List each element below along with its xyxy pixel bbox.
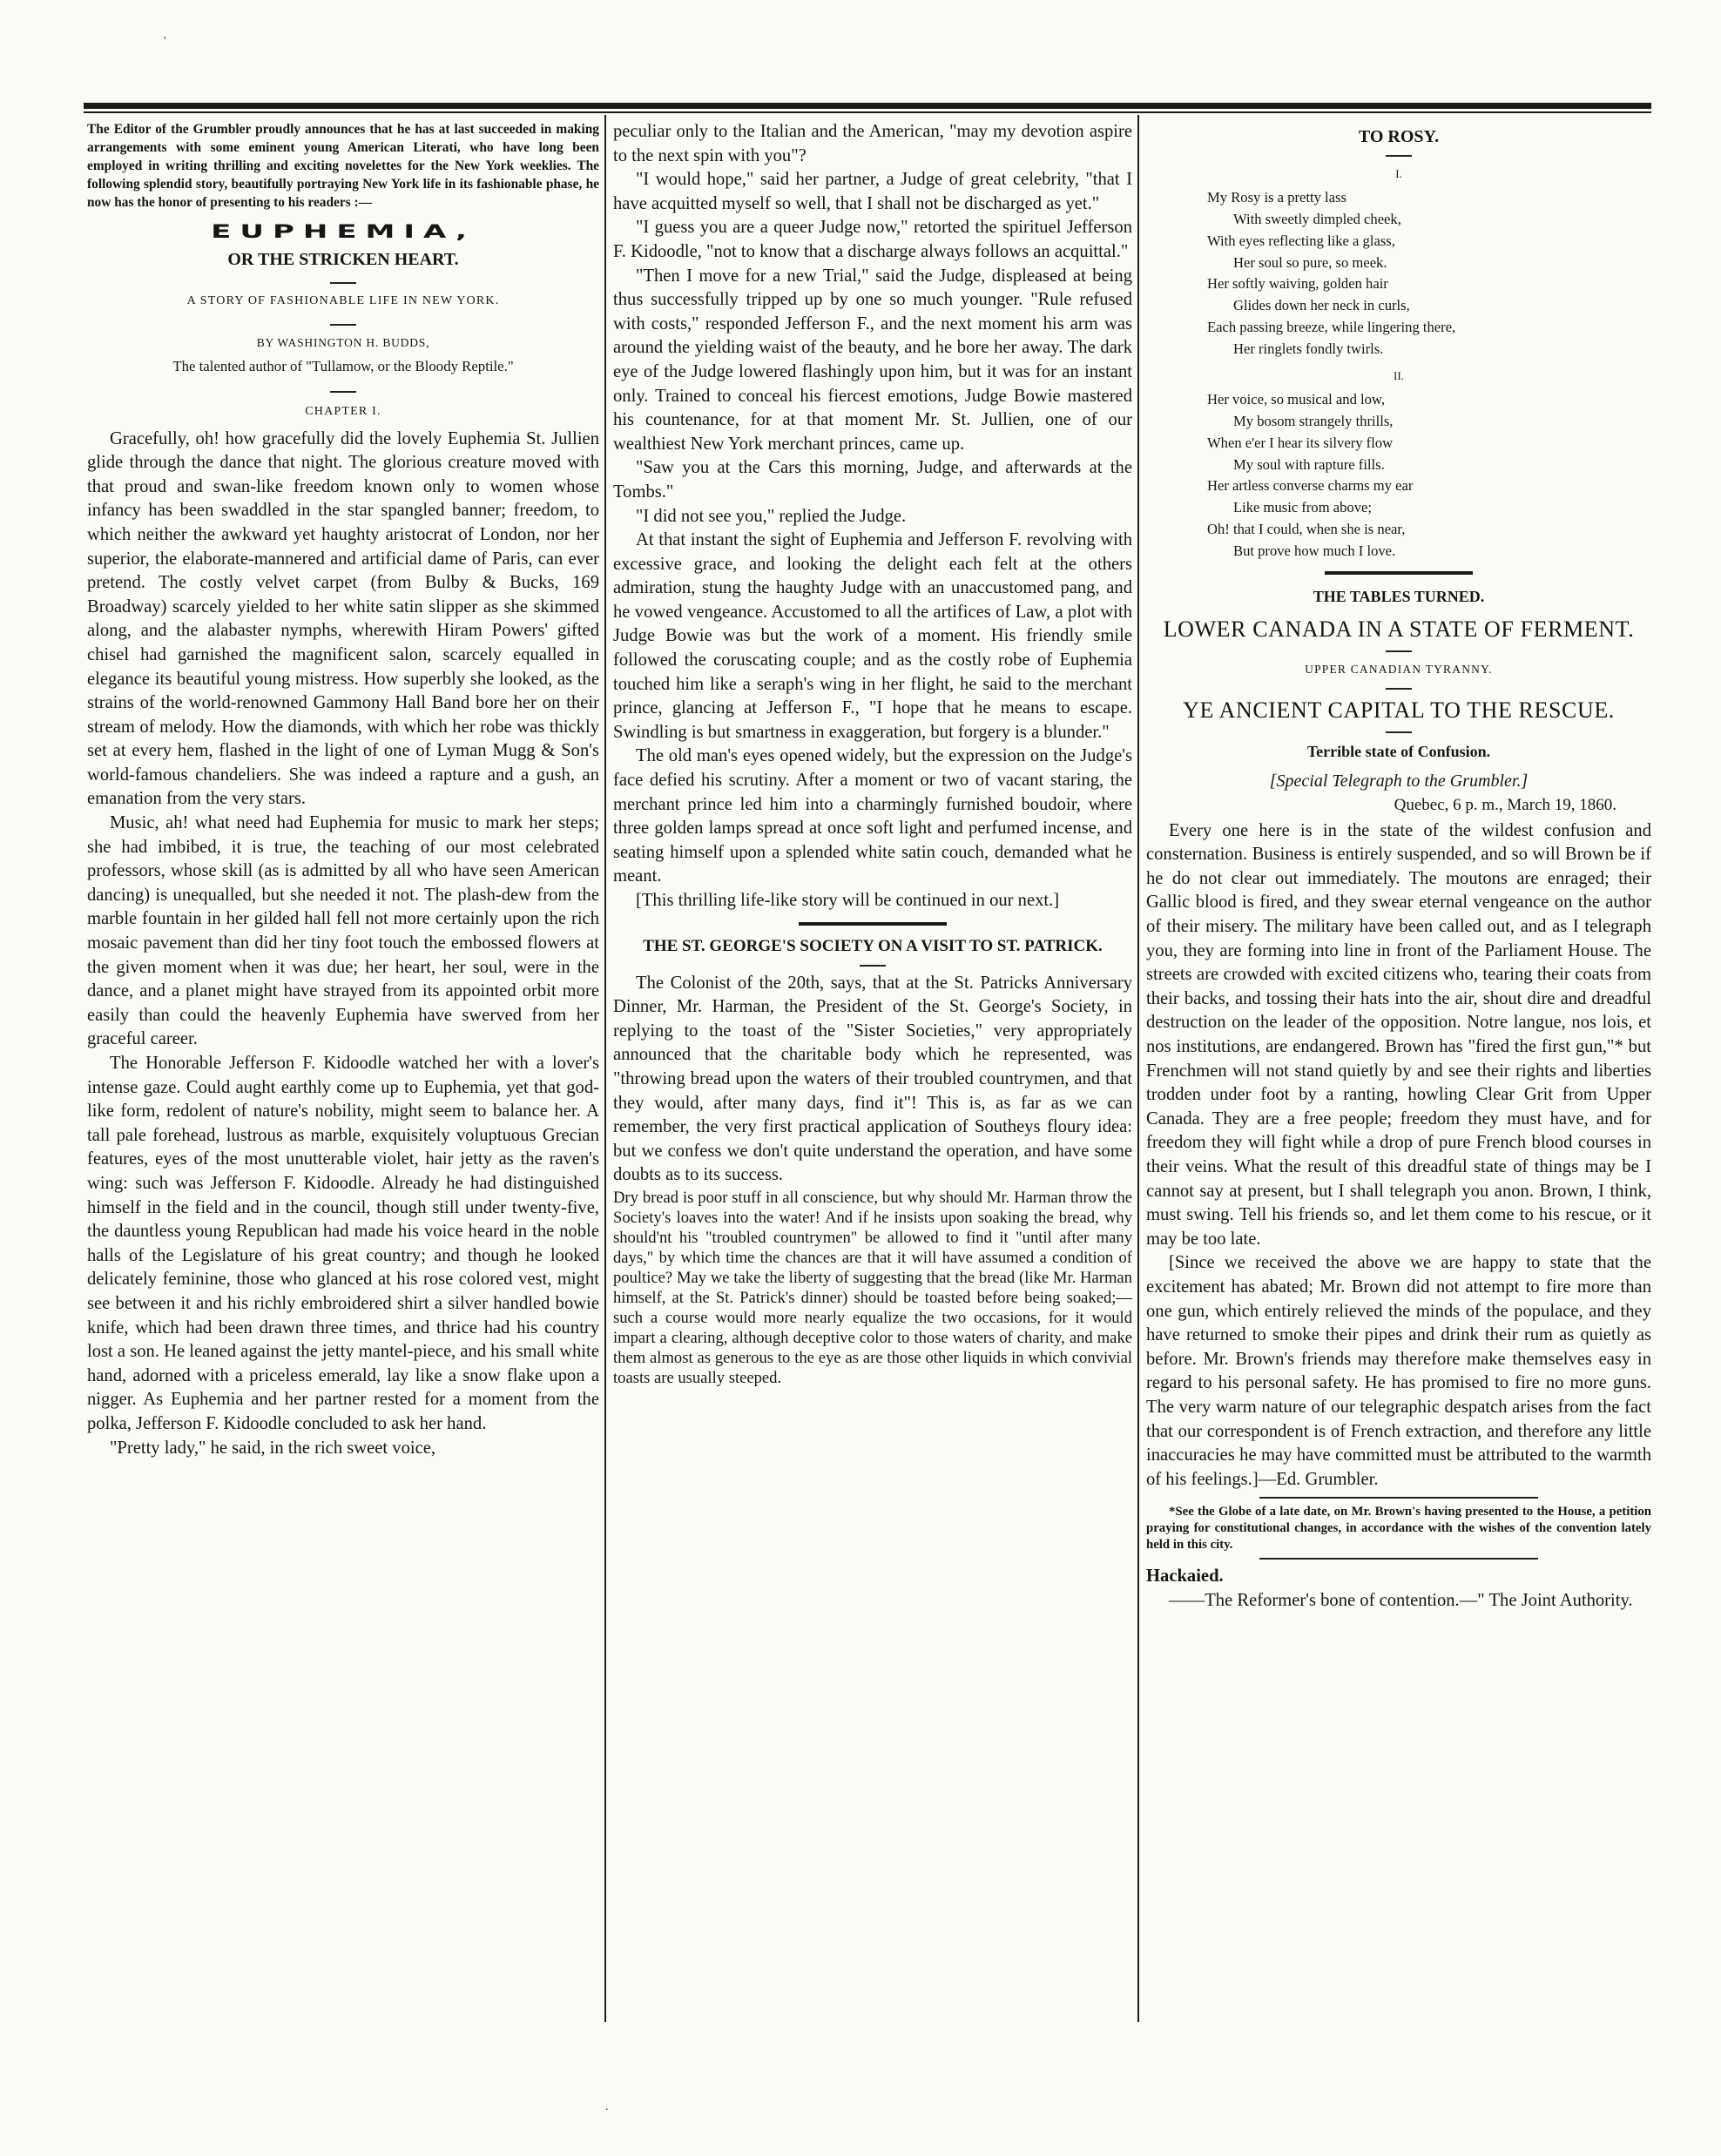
- poem-line: Her ringlets fondly twirls.: [1233, 340, 1384, 357]
- subhead-confusion: Terrible state of Confusion.: [1306, 742, 1491, 760]
- article-paragraph: Every one here is in the state of the wildest confusion and consternation. Business is entirely suspended, and so will Brown be if he do not clear out immediately. The moutons are enraged; their Gallic blood is fired, and they swear eternal vengeance on the author of their misery. The military have been called out, and as I telegraph you, they are forming into line in front of the Parliament House. The streets are crowded with excited citizens who, tearing their coats from their backs, and tossing their hats into the air, shout dire and dreadful destruction on the leader of the opposition. Notre langue, nos lois, et nos institutions, are endangered. Brown has "fired the first gun,"* but Frenchmen will not stand quietly by and see their rights and liberties trodden under foot by a ranting, howling Clear Grit from Upper Canada. They are a free people; freedom they must have, and for freedom they will fight while a drop of pure French blood courses in their veins. What the result of this dreadful state of things may be I cannot say at present, but I shall telegraph you anon. Brown, I think, must swing. Tell his friends so, and let them come to his rescue, or it may be too late.: [1146, 820, 1651, 1249]
- story-tagline: A STORY OF FASHIONABLE LIFE IN NEW YORK.: [186, 294, 500, 308]
- story-paragraph: "Then I move for a new Trial," said the Judge, displeased at being thus successfully tripped up by one so much younger. "Rule refused with costs," responded Jefferson F., and the next moment his arm was around the yielding waist of the beauty, and he bore her away. The dark eye of the Judge lowered flashingly upon him, but it was for an instant only. Trained to conceal his fiercest emotions, Judge Bowie mastered his countenance, for at that moment Mr. St. Jullien, one of our wealthiest New York merchant princes, came up.: [613, 266, 1132, 454]
- story-masthead: EUPHEMIA,: [211, 220, 476, 243]
- chapter-heading: CHAPTER I.: [305, 404, 381, 418]
- poem-line: Like music from above;: [1233, 499, 1372, 516]
- divider: [1386, 650, 1412, 652]
- poem-line: Her artless converse charms my ear: [1207, 477, 1414, 495]
- story-paragraph: The old man's eyes opened widely, but the expression on the Judge's face defied his scrutiny. After a moment or two of vacant staring, the merchant prince led him into a charmingly furnished boudoir, where three golden lamps spread at once soft light and perfumed incense, and seating himself upon a splended white satin couch, demanded what he meant.: [613, 746, 1132, 886]
- top-rule-thin: [84, 111, 1651, 113]
- subhead-tyranny: UPPER CANADIAN TYRANNY.: [1305, 662, 1493, 676]
- story-paragraph: The Honorable Jefferson F. Kidoodle watched her with a lover's intense gaze. Could aught earthly come up to Euphemia, yet that god-like form, redolent of nature's nobility, might seem to balance her. A tall pale forehead, lustrous as marble, exquisitely voluptuous Grecian features, eyes of the most unutterable violet, hair jetty as the raven's wing: such was Jefferson F. Kidoodle. Already he had distinguished himself in the field and in the council, though still under twenty-five, the dauntless young Republican had made his voice heard in the noble halls of the Legislature of his great country; and though he looked delicately feminine, those who glanced at his rose colored vest, might see between it and his richly embroidered shirt a silver handled bowie knife, which had been drawn three times, and thrice had his country lost a son. He leaned against the jetty mantel-piece, and his small white hand, adorned with a priceless emerald, lay like a snow flake upon a nigger. As Euphemia and her partner rested for a moment from the polka, Jefferson F. Kidoodle concluded to ask her hand.: [87, 1054, 599, 1433]
- section-separator: [799, 922, 947, 926]
- section-paragraph: The Colonist of the 20th, says, that at the St. Patricks Anniversary Dinner, Mr. Harman, the President of the St. George's Society, in replying to the toast of the "Sister Societies," very appropriately announced that the charitable body which he represented, was "throwing bread upon the waters of their troubled countrymen, and that they would, after many days, find it"! This is, as far as we can remember, the very first practical application of Southeys floury idea: but we confess we don't quite understand the operation, and have some doubts as to its success.: [613, 973, 1132, 1185]
- headline-lower-canada: LOWER CANADA IN A STATE OF FERMENT.: [1163, 616, 1635, 643]
- poem-line: My Rosy is a pretty lass: [1207, 189, 1346, 206]
- hackaied-title: Hackaied.: [1146, 1566, 1224, 1587]
- print-speck: .: [605, 2100, 609, 2113]
- editor-intro: The Editor of the Grumbler proudly announces that he has at last succeeded in making arrangements with some eminent young American Literati, who have long been employed in writing thrilling and exciting novelettes for the New York weeklies. The following splendid story, beautifully portraying New York life in its fashionable phase, he now has the honor of presenting to his readers :—: [87, 122, 599, 210]
- divider: [1259, 1558, 1538, 1560]
- poem-line: My bosom strangely thrills,: [1233, 412, 1394, 429]
- divider: [330, 324, 356, 326]
- poem-line: Her voice, so musical and low,: [1207, 391, 1385, 408]
- poem-line: Her soul so pure, so meek.: [1233, 253, 1387, 271]
- story-paragraph: Music, ah! what need had Euphemia for music to mark her steps; she had imbibed, it is true, the teaching of our most celebrated professors, whose skill (as is admitted by all who have seen American dancing) is unequalled, but she needed it not. The plash-dew from the marble fountain in her gilded hall fell not more certainly upon the rich mosaic pavement than did her tiny foot touch the embossed flowers at the given moment when it was due; her heart, her soul, were in the dance, and a planet might have strayed from its appointed orbit more easily than could the heavenly Euphemia have swerved from her graceful career.: [87, 813, 599, 1049]
- print-speck: ': [164, 35, 166, 48]
- poem-stanza-1: [1207, 187, 1651, 360]
- story-paragraph: At that instant the sight of Euphemia and Jefferson F. revolving with excessive grace, and looking the delight each felt at the others admiration, stung the haughty Judge with an unaccustomed pang, and he vowed vengeance. Accustomed to all the artifices of Law, a plot with Judge Bowie was but the work of a moment. His friendly smile followed the coruscating couple; and as the costly robe of Euphemia touched him like a seraph's wing in her flight, he said to the merchant prince, glancing at Jefferson F., "I hope that he means to escape. Swindling is but smartness in exaggeration, but forgery is a blunder.": [613, 530, 1132, 742]
- section-paragraph-small: Dry bread is poor stuff in all conscience, but why should Mr. Harman throw the Society's loaves into the water! And if he insists upon soaking the bread, why should'nt his "troubled countrymen" be allowed to find it "until after many days," by which time the chances are that it will have assumed a condition of poultice? May we take the liberty of suggesting that the bread (like Mr. Harman himself, at the St. Patrick's dinner) should be toasted before being soaked;—such a course would more nearly equalize the two occasions, for it would impart a clearing, although deceptive color to those waters of charity, and make them almost as generous to the eye as are those other liquids in which convivial toasts are usually steeped.: [613, 1188, 1132, 1387]
- footnote: *See the Globe of a late date, on Mr. Brown's having presented to the House, a petition praying for constitutional changes, in accordance with the wishes of the convention lately held in this city.: [1146, 1505, 1651, 1552]
- story-paragraph: peculiar only to the Italian and the American, "may my devotion aspire to the next spin with you"?: [613, 122, 1132, 165]
- headline-ancient-capital: YE ANCIENT CAPITAL TO THE RESCUE.: [1183, 697, 1615, 724]
- hackaied-text: ——The Reformer's bone of contention.—" The Joint Authority.: [1169, 1590, 1633, 1610]
- poem-stanza-2: [1207, 389, 1651, 562]
- story-paragraph: "I did not see you," replied the Judge.: [636, 506, 907, 526]
- left-column: [87, 120, 599, 2045]
- column-rule-1: [604, 115, 606, 2022]
- divider: [1386, 688, 1412, 690]
- poem-line: My soul with rapture fills.: [1233, 455, 1385, 473]
- poem-line: But prove how much I love.: [1233, 542, 1396, 559]
- poem-line: Oh! that I could, when she is near,: [1207, 520, 1406, 537]
- top-rule: [84, 103, 1651, 109]
- poem-line: Glides down her neck in curls,: [1233, 297, 1410, 314]
- telegraph-note: [Special Telegraph to the Grumbler.]: [1269, 771, 1529, 791]
- story-subtitle: OR THE STRICKEN HEART.: [227, 249, 459, 269]
- story-paragraph: "Saw you at the Cars this morning, Judge, and afterwards at the Tombs.": [613, 458, 1132, 502]
- divider: [330, 282, 356, 284]
- right-column: [1146, 120, 1651, 2027]
- middle-column: [613, 120, 1132, 2027]
- column-rule-2: [1137, 115, 1139, 2022]
- story-paragraph: "I guess you are a queer Judge now," retorted the spirituel Jefferson F. Kidoodle, "not to know that a discharge always follows an acquittal.": [613, 218, 1132, 261]
- divider: [1259, 1497, 1538, 1499]
- story-paragraph: "I would hope," said her partner, a Judge of great celebrity, "that I have acquitted myself so well, that I shall not be discharged as yet.": [613, 170, 1132, 213]
- divider: [1386, 731, 1412, 733]
- section-separator: [1325, 571, 1473, 575]
- dateline: Quebec, 6 p. m., March 19, 1860.: [1394, 796, 1616, 815]
- story-paragraph: Gracefully, oh! how gracefully did the lovely Euphemia St. Jullien glide through the dance that night. The glorious creature moved with that proud and swan-like freedom known only to women whose infancy has been swaddled in the star spangled banner; freedom, to which neither the awkward yet haughty aristocrat of London, nor her superior, the elaborate-mannered and artificial dame of Paris, can ever pretend. The costly velvet carpet (from Bulby & Bucks, 169 Broadway) scarcely yielded to her white satin slipper as she skimmed along, and the alabaster nymphs, wherewith Hiram Powers' gifted chisel had garnished the magnificent salon, scarcely equalled in elegance its beautiful young mistress. How superbly she looked, as the strains of the world-renowned Gammony Hall Band bore her on their stream of melody. How the diamonds, with which her robe was thickly set at every hem, flashed in the light of one of Lyman Mugg & Son's world-famous chandeliers. She was indeed a rapture and a gush, an emanation from the very stars.: [87, 428, 599, 809]
- poem-line: Her softly waiving, golden hair: [1207, 275, 1388, 293]
- poem-title: TO ROSY.: [1358, 127, 1440, 146]
- stanza-number: II.: [1394, 368, 1404, 382]
- divider: [1386, 155, 1412, 157]
- author-note: The talented author of "Tullamow, or the Bloody Reptile.": [172, 358, 514, 375]
- tables-turned-title: THE TABLES TURNED.: [1313, 587, 1485, 605]
- poem-line: When e'er I hear its silvery flow: [1207, 434, 1394, 451]
- poem-line: With eyes reflecting like a glass,: [1207, 232, 1395, 249]
- divider: [860, 965, 886, 967]
- poem-line: Each passing breeze, while lingering there,: [1207, 318, 1456, 335]
- continued-note: [This thrilling life-like story will be continued in our next.]: [636, 891, 1060, 910]
- stanza-number: I.: [1395, 166, 1402, 180]
- divider: [330, 391, 356, 393]
- story-byline: BY WASHINGTON H. BUDDS,: [256, 335, 430, 349]
- section-title-st-george: THE ST. GEORGE'S SOCIETY ON A VISIT TO ST. PATRICK.: [643, 936, 1103, 955]
- article-paragraph: [Since we received the above we are happy to state that the excitement has abated; Mr. Brown did not attempt to fire more than one gun, which entirely relieved the minds of the populace, and they have returned to smoke their pipes and drink their rum as quietly as before. Mr. Brown's friends may therefore make themselves easy in regard to his personal safety. He has promised to fire no more guns. The very warm nature of our telegraphic despatch arises from the fact that our correspondent is of French extraction, and therefore any little inaccuracies he may have committed must be attributed to the warmth of his feelings.]—Ed. Grumbler.: [1146, 1253, 1651, 1489]
- poem-line: With sweetly dimpled cheek,: [1233, 210, 1401, 227]
- story-paragraph: "Pretty lady," he said, in the rich sweet voice,: [110, 1438, 436, 1458]
